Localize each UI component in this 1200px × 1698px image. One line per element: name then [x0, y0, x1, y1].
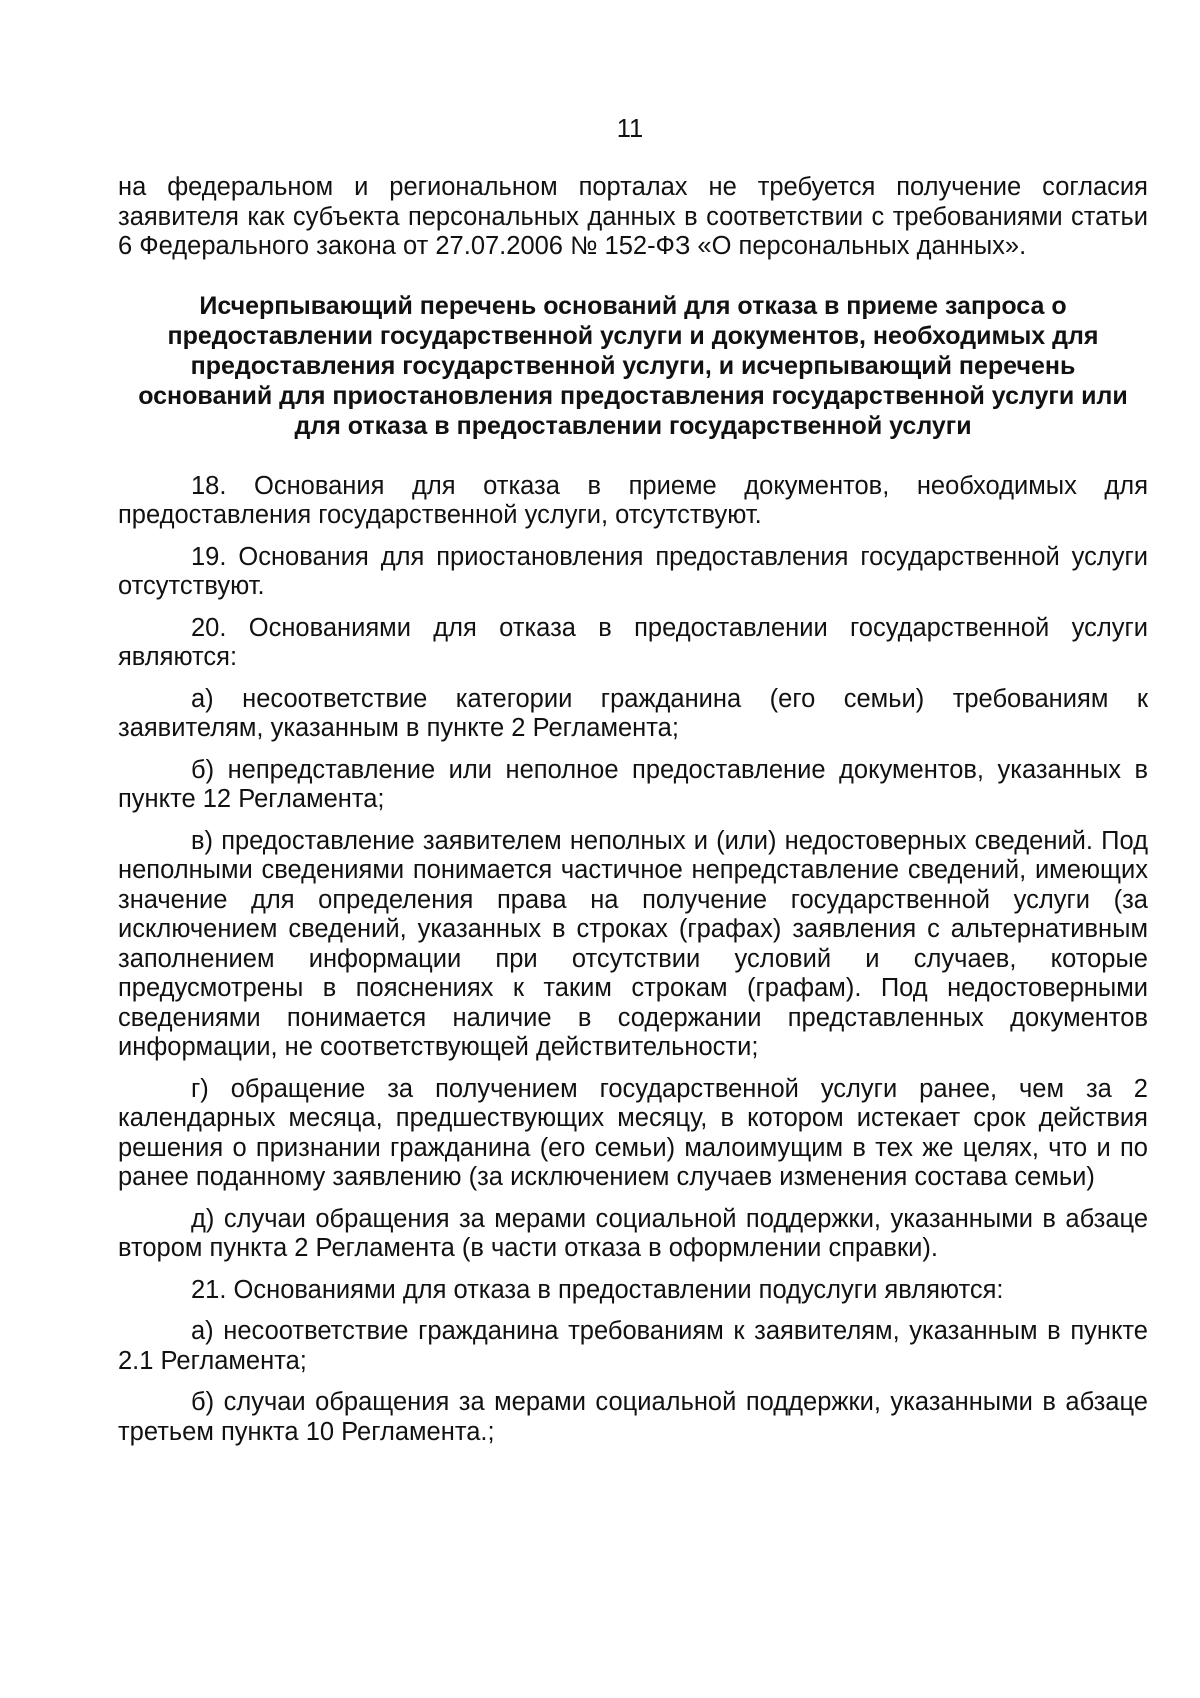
paragraph-19: 19. Основания для приостановления предоставления государственной услуги отсутствуют. [118, 542, 1148, 600]
paragraph-21-b: б) случаи обращения за мерами социальной поддержки, указанными в абзаце третьем пункта 10 Регламента.; [118, 1388, 1148, 1446]
paragraph-20-b: б) непредставление или неполное предоставление документов, указанных в пункте 12 Регламента; [118, 755, 1148, 813]
page-number: 11 [616, 115, 644, 143]
paragraph-20-d: д) случаи обращения за мерами социальной поддержки, указанными в абзаце втором пункта 2 Регламента (в части отказа в оформлении справки). [118, 1204, 1148, 1262]
paragraph-20: 20. Основаниями для отказа в предоставлении государственной услуги являются: [118, 613, 1148, 671]
paragraph-21-a: а) несоответствие гражданина требованиям к заявителям, указанным в пункте 2.1 Регламента; [118, 1317, 1148, 1375]
document-body [118, 173, 1148, 1459]
intro-paragraph: на федеральном и региональном порталах не требуется получение согласия заявителя как субъекта персональных данных в соответствии с требованиями статьи 6 Федерального закона от 27.07.2006 № 152-ФЗ «О персональных данных». [118, 173, 1148, 260]
paragraph-18: 18. Основания для отказа в приеме документов, необходимых для предоставления государственной услуги, отсутствуют. [118, 471, 1148, 529]
paragraph-20-v: в) предоставление заявителем неполных и (или) недостоверных сведений. Под неполными сведениями понимается частичное непредставление сведений, имеющих значение для определения права на получение государственной услуги (за исключением сведений, указанных в строках (графах) заявления с альтернативным заполнением информации при отсутствии условий и случаев, которые предусмотрены в пояснениях к таким строкам (графам). Под недостоверными сведениями понимается наличие в содержании представленных документов информации, не соответствующей действительности; [118, 826, 1148, 1061]
paragraph-21: 21. Основаниями для отказа в предоставлении подуслуги являются: [191, 1275, 1004, 1304]
paragraph-20-g: г) обращение за получением государственной услуги ранее, чем за 2 календарных месяца, предшествующих месяцу, в котором истекает срок действия решения о признании гражданина (его семьи) малоимущим в тех же целях, что и по ранее поданному заявлению (за исключением случаев изменения состава семьи) [118, 1074, 1148, 1191]
section-heading: Исчерпывающий перечень оснований для отказа в приеме запроса о предоставлении государственной услуги и документов, необходимых для предоставления государственной услуги, и исчерпывающий перечень оснований для приостановления предоставления государственной услуги или для отказа в предоставлении государственной услуги [138, 291, 1128, 440]
paragraph-20-a: а) несоответствие категории гражданина (его семьи) требованиям к заявителям, указанным в пункте 2 Регламента; [118, 684, 1148, 742]
